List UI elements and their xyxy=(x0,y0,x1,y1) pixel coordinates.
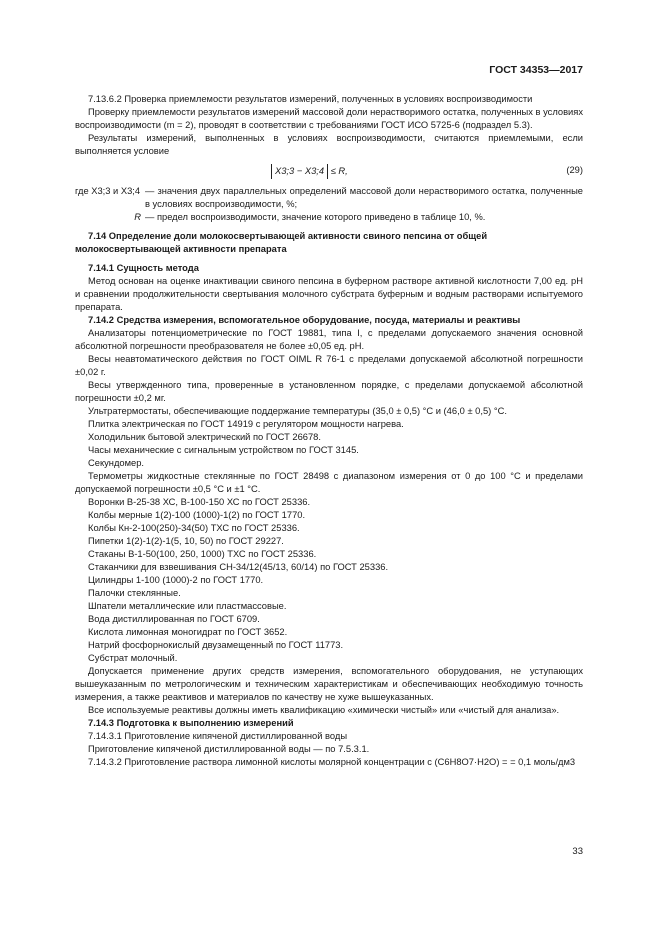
paragraph: 7.14.3.2 Приготовление раствора лимонной кислоты молярной концентрации c (C6H8O7·H2O) = = 0,1 моль/дм3 xyxy=(88,757,576,767)
list-item: Стаканы В-1-50(100, 250, 1000) ТХС по ГОСТ 25336. xyxy=(88,549,317,559)
list-item: Секундомер. xyxy=(88,458,145,468)
formula-expression xyxy=(271,164,348,179)
list-item: Субстрат молочный. xyxy=(88,653,178,663)
list-item: Натрий фосфорнокислый двузамещенный по ГОСТ 11773. xyxy=(88,640,344,650)
paragraph: Результаты измерений, выполненных в условиях воспроизводимости, считаются приемлемыми, если выполняется условие xyxy=(75,133,583,156)
paragraph: Допускается применение других средств измерения, вспомогательного оборудования, не уступающих вышеуказанным по метрологическим и техническим характеристикам и обеспечивающих необходимую точность измерения, а также реактивов и материалов по качеству не хуже вышеуказанных. xyxy=(75,666,583,702)
list-item: Весы утвержденного типа, проверенные в установленном порядке, с пределами допускаемой абсолютной погрешности ±0,2 мг. xyxy=(75,380,583,403)
section-heading-7-14-3: 7.14.3 Подготовка к выполнению измерений xyxy=(88,718,294,728)
document-number: ГОСТ 34353—2017 xyxy=(489,64,583,76)
paragraph: Проверку приемлемости результатов измерений массовой доли нерастворимого остатка, полученных в условиях воспроизводимости (m = 2), проводят в соответствии с требованиями ГОСТ ИСО 5725-6 (подраздел 5.3). xyxy=(75,107,583,130)
list-item: Шпатели металлические или пластмассовые. xyxy=(88,601,287,611)
section-heading-7-14: 7.14 Определение доли молокосвертывающей активности свиного пепсина от общей молокосвертывающей активности препарата xyxy=(75,231,488,254)
formula-29 xyxy=(75,161,583,183)
section-heading-7-14-1: 7.14.1 Сущность метода xyxy=(88,263,199,273)
list-item: Стаканчики для взвешивания СН-34/12(45/13, 60/14) по ГОСТ 25336. xyxy=(88,562,389,572)
list-item: Воронки В-25-38 ХС, В-100-150 ХС по ГОСТ 25336. xyxy=(88,497,311,507)
list-item: Ультратермостаты, обеспечивающие поддержание температуры (35,0 ± 0,5) °C и (46,0 ± 0,5) °C. xyxy=(88,406,507,416)
legend-definition: — предел воспроизводимости, значение которого приведено в таблице 10, %. xyxy=(145,212,486,222)
list-item: Вода дистиллированная по ГОСТ 6709. xyxy=(88,614,260,624)
formula-rhs: ≤ R, xyxy=(330,166,348,176)
paragraph: Все используемые реактивы должны иметь квалификацию «химически чистый» или «чистый для анализа». xyxy=(88,705,560,715)
paragraph-7-13-6-2: 7.13.6.2 Проверка приемлемости результатов измерений, полученных в условиях воспроизводимости xyxy=(88,94,533,104)
formula-legend xyxy=(75,185,583,224)
list-item: Колбы Кн-2-100(250)-34(50) ТХС по ГОСТ 25336. xyxy=(88,523,300,533)
page-content xyxy=(75,93,583,769)
paragraph: 7.14.3.1 Приготовление кипяченой дистиллированной воды xyxy=(88,731,348,741)
formula-lhs: X3;3 − X3;4 xyxy=(271,164,328,179)
list-item: Пипетки 1(2)-1(2)-1(5, 10, 50) по ГОСТ 29227. xyxy=(88,536,284,546)
list-item: Кислота лимонная моногидрат по ГОСТ 3652. xyxy=(88,627,288,637)
list-item: Весы неавтоматического действия по ГОСТ OIML R 76-1 с пределами допускаемой абсолютной погрешности ±0,02 г. xyxy=(75,354,583,377)
list-item: Часы механические с сигнальным устройством по ГОСТ 3145. xyxy=(88,445,359,455)
paragraph: Приготовление кипяченой дистиллированной воды — по 7.5.3.1. xyxy=(88,744,370,754)
list-item: Термометры жидкостные стеклянные по ГОСТ 28498 с диапазоном измерения от 0 до 100 °C и пределами допускаемой погрешности ±0,5 °C и ±1 °C. xyxy=(75,471,583,494)
legend-definition: — значения двух параллельных определений массовой доли нерастворимого остатка, полученные в условиях воспроизводимости, %; xyxy=(145,186,583,209)
list-item: Анализаторы потенциометрические по ГОСТ 19881, типа I, с пределами допускаемого значения основной абсолютной погрешности преобразователя не более ±0,05 ед. pH. xyxy=(75,328,583,351)
page-number: 33 xyxy=(572,846,583,857)
list-item: Палочки стеклянные. xyxy=(88,588,181,598)
paragraph: Метод основан на оценке инактивации свиного пепсина в буферном растворе активной кислотности 7,00 ед. pH и сравнении продолжительности свертывания молочного субстрата буферным и водным растворами испытуемого препарата. xyxy=(75,276,583,312)
list-item: Цилиндры 1-100 (1000)-2 по ГОСТ 1770. xyxy=(88,575,264,585)
list-item: Холодильник бытовой электрический по ГОСТ 26678. xyxy=(88,432,321,442)
legend-symbol: R xyxy=(134,212,141,222)
list-item: Плитка электрическая по ГОСТ 14919 с регулятором мощности нагрева. xyxy=(88,419,404,429)
list-item: Колбы мерные 1(2)-100 (1000)-1(2) по ГОСТ 1770. xyxy=(88,510,306,520)
section-heading-7-14-2: 7.14.2 Средства измерения, вспомогательное оборудование, посуда, материалы и реактивы xyxy=(88,315,521,325)
legend-symbol: где X3;3 и X3;4 xyxy=(75,186,141,196)
formula-number: (29) xyxy=(566,165,583,175)
